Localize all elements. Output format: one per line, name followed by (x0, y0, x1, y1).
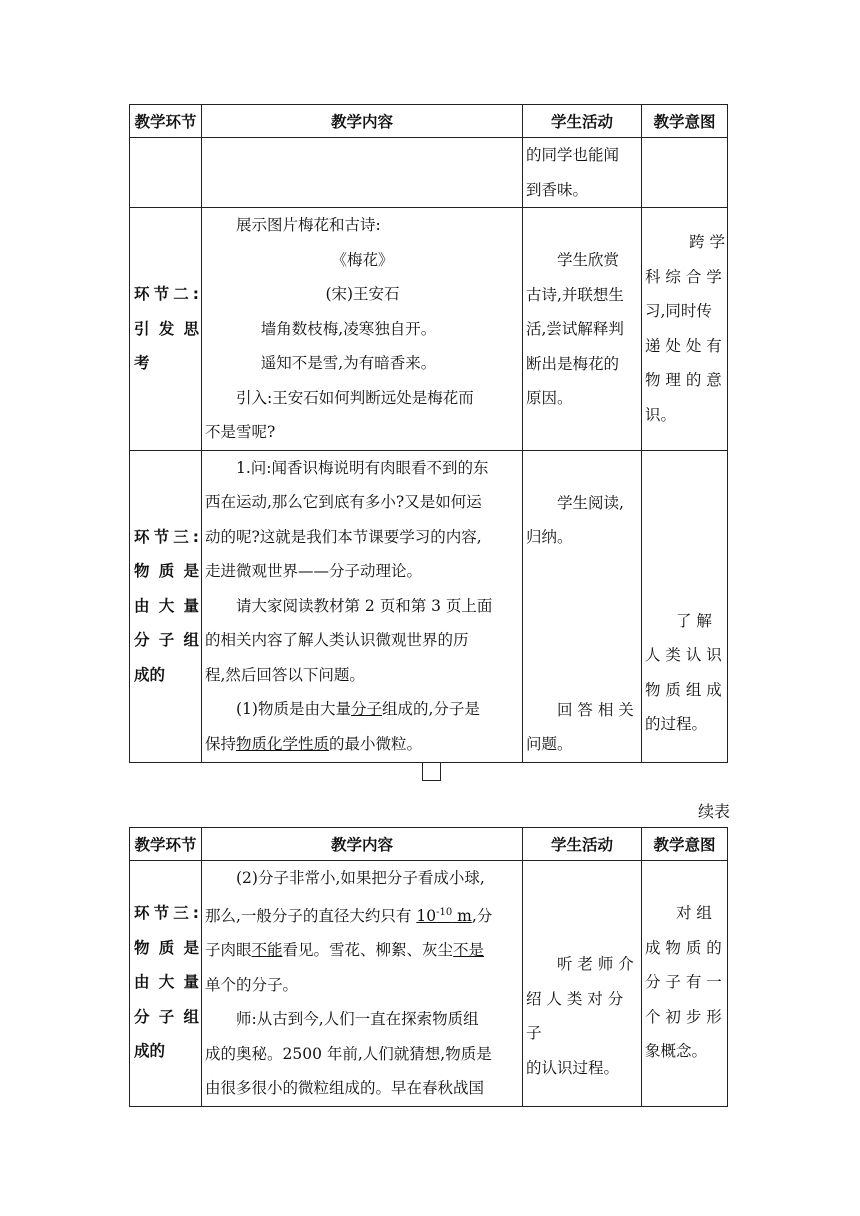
table-header-row (130, 105, 728, 138)
stage-cell: 环节二: 引 发 思 考 (130, 208, 202, 451)
header-student: 学生活动 (523, 105, 642, 138)
student-cell: 学生阅读, 归纳。 回 答 相 关 问题。 (523, 450, 642, 762)
content-cell (202, 138, 523, 208)
header-content: 教学内容 (202, 105, 523, 138)
table-row (130, 208, 728, 451)
lesson-table-2 (129, 827, 728, 1107)
intent-cell (642, 138, 728, 208)
question-1-line: (1)物质是由大量分子组成的,分子是 (236, 700, 480, 719)
stage-cell: 环节三: 物 质 是 由 大 量 分 子 组 成的 (130, 450, 202, 762)
continued-label: 续表 (697, 802, 730, 821)
content-cell: (2)分子非常小,如果把分子看成小球, 那么,一般分子的直径大约只有 $10^{-10}$ m,分 子肉眼不能看见。雪花、柳絮、灰尘不是 单个的分子。 师:从古到今,人们一直在探索物质组 成的奥秘。2500 年前,人们就猜想,物质是 由很多很小的微粒组成的。早在春秋战国 (202, 861, 523, 1107)
header-stage: 教学环节 (130, 105, 202, 138)
content-cell: 1.问:闻香识梅说明有肉眼看不到的东 西在运动,那么它到底有多小?又是如何运 动的呢?这就是我们本节课要学习的内容, 走进微观世界——分子动理论。 请大家阅读教材第 2 页和第 3 页上面 的相关内容了解人类认识微观世界的历 程,然后回答以下问题。 (1)物质是由大量分子组成的,分子是 保持物质化学性质的最小微粒。 (202, 450, 523, 762)
header-content: 教学内容 (202, 828, 523, 861)
intent-cell: 对 组 成 物 质 的 分 子 有 一 个 初 步 形 象概念。 (642, 861, 728, 1107)
lesson-table-1 (129, 104, 728, 763)
question-1-line-2: 保持物质化学性质的最小微粒。 (205, 734, 423, 753)
intent-cell: 跨 学 科 综 合 学 习,同时传 递 处 处 有 物 理 的 意 识。 (642, 208, 728, 451)
student-cell: 学生欣赏 古诗,并联想生 活,尝试解释判 断出是梅花的 原因。 (523, 208, 642, 451)
table-row (130, 861, 728, 1107)
header-intent: 教学意图 (642, 105, 728, 138)
intent-cell: 了 解 人 类 认 识 物 质 组 成 的过程。 (642, 450, 728, 762)
header-student: 学生活动 (523, 828, 642, 861)
content-cell: 展示图片梅花和古诗: 《梅花》 (宋)王安石 墙角数枝梅,凌寒独自开。 遥知不是雪,为有暗香来。 引入:王安石如何判断远处是梅花而 不是雪呢? (202, 208, 523, 451)
header-stage: 教学环节 (130, 828, 202, 861)
stage-cell: 环节三: 物 质 是 由 大 量 分 子 组 成的 (130, 861, 202, 1107)
student-cell: 听 老 师 介 绍 人 类 对 分 子 的认识过程。 (523, 861, 642, 1107)
table-row (130, 450, 728, 762)
table-header-row (130, 828, 728, 861)
header-intent: 教学意图 (642, 828, 728, 861)
student-cell: 的同学也能闻 到香味。 (523, 138, 642, 208)
page-break-box (422, 762, 441, 781)
stage-cell (130, 138, 202, 208)
table-row (130, 138, 728, 208)
